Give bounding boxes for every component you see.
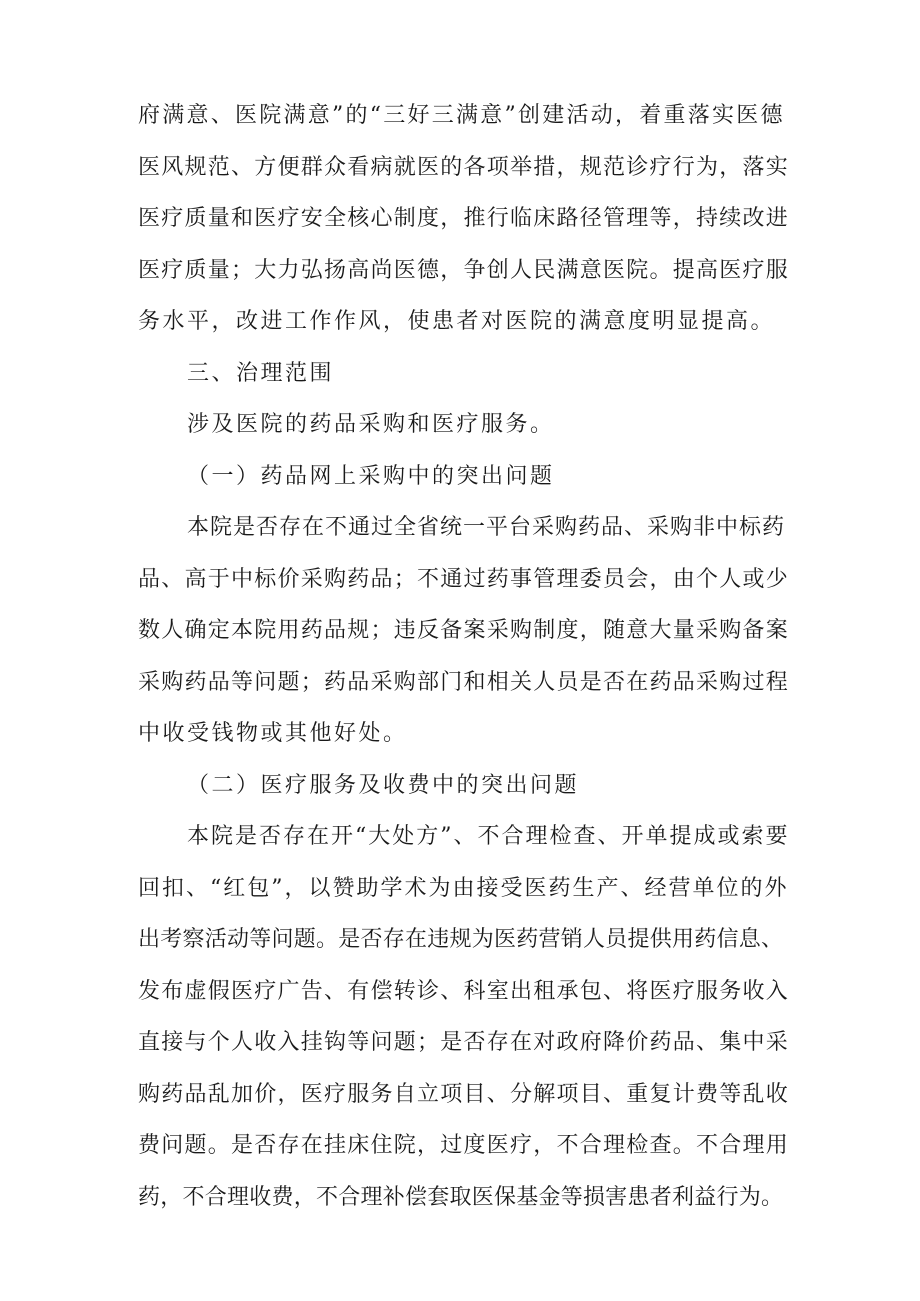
body-text-line: 回扣、“红包”，以赞助学术为由接受医药生产、经营单位的外 [138, 875, 789, 901]
body-text-line: 医疗质量；大力弘扬高尚医德，争创人民满意医院。提高医疗服 [138, 257, 790, 283]
body-text-line: 本院是否存在开“大处方”、不合理检查、开单提成或索要 [187, 824, 790, 849]
subsection-heading: （一）药品网上采购中的突出问题 [187, 463, 555, 489]
body-text-line: 医风规范、方便群众看病就医的各项举措，规范诊疗行为，落实 [138, 154, 790, 180]
body-text-line: 务水平，改进工作作风，使患者对医院的满意度明显提高。 [138, 309, 776, 334]
body-text-line: 品、高于中标价采购药品；不通过药事管理委员会，由个人或少 [138, 566, 790, 592]
subsection-heading: （二）医疗服务及收费中的突出问题 [187, 772, 580, 798]
body-text-line: 中收受钱物或其他好处。 [138, 721, 408, 746]
body-text-line: 发布虚假医疗广告、有偿转诊、科室出租承包、将医疗服务收入 [138, 978, 790, 1004]
body-text-line: 医疗质量和医疗安全核心制度，推行临床路径管理等，持续改进 [138, 206, 790, 231]
body-text-line: 出考察活动等问题。是否存在违规为医药营销人员提供用药信息、 [138, 927, 784, 952]
body-text-line: 涉及医院的药品采购和医疗服务。 [187, 412, 555, 437]
body-text-line: 直接与个人收入挂钩等问题；是否存在对政府降价药品、集中采 [138, 1030, 790, 1055]
body-text-line: 本院是否存在不通过全省统一平台采购药品、采购非中标药 [187, 515, 786, 540]
section-heading: 三、治理范围 [187, 360, 335, 386]
body-text-line: 府满意、医院满意”的“三好三满意”创建活动，着重落实医德 [138, 103, 785, 128]
body-text-line: 采购药品等问题；药品采购部门和相关人员是否在药品采购过程 [138, 669, 790, 695]
body-text-line: 药，不合理收费，不合理补偿套取医保基金等损害患者利益行为。 [138, 1184, 784, 1210]
body-text-line: 费问题。是否存在挂床住院，过度医疗，不合理检查。不合理用 [138, 1133, 790, 1158]
body-text-line: 数人确定本院用药品规；违反备案采购制度，随意大量采购备案 [138, 618, 790, 643]
body-text-line: 购药品乱加价，医疗服务自立项目、分解项目、重复计费等乱收 [138, 1081, 790, 1107]
